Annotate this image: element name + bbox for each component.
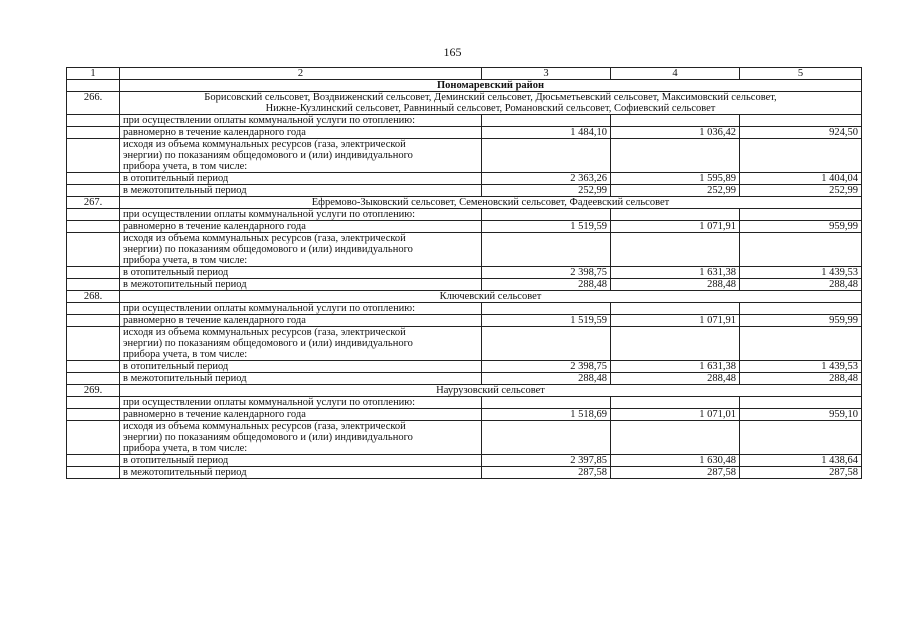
header-cell: 5 (740, 68, 862, 80)
value-cell: 287,58 (740, 467, 862, 479)
value-cell: 288,48 (611, 279, 740, 291)
row-label-line: энергии) по показаниям общедомового и (или) индивидуального (123, 150, 413, 161)
table-row (67, 221, 862, 233)
table-row (67, 209, 862, 221)
row-label: в межотопительный период (120, 373, 482, 385)
table-row (67, 173, 862, 185)
row-label: в межотопительный период (120, 185, 482, 197)
table-row (67, 279, 862, 291)
row-label-line: энергии) по показаниям общедомового и (или) индивидуального (123, 432, 413, 443)
row-label-line: энергии) по показаниям общедомового и (или) индивидуального (123, 244, 413, 255)
table-row (67, 127, 862, 139)
row-label (120, 421, 482, 455)
table-row (67, 421, 862, 455)
value-cell: 252,99 (611, 185, 740, 197)
value-cell: 2 398,75 (482, 267, 611, 279)
table-row (67, 139, 862, 173)
row-label-line: энергии) по показаниям общедомового и (или) индивидуального (123, 338, 413, 349)
row-label: в межотопительный период (120, 279, 482, 291)
value-cell: 1 438,64 (740, 455, 862, 467)
district-title: Пономаревский район (120, 80, 862, 92)
row-index: 266. (67, 92, 120, 115)
value-cell: 1 518,69 (482, 409, 611, 421)
row-label: равномерно в течение календарного года (120, 127, 482, 139)
value-cell: 959,99 (740, 221, 862, 233)
value-cell: 1 519,59 (482, 315, 611, 327)
value-cell: 2 363,26 (482, 173, 611, 185)
value-cell: 252,99 (482, 185, 611, 197)
row-label-line: прибора учета, в том числе: (123, 349, 248, 360)
table-row (67, 267, 862, 279)
row-label: равномерно в течение календарного года (120, 315, 482, 327)
value-cell: 2 397,85 (482, 455, 611, 467)
row-label: в отопительный период (120, 455, 482, 467)
table-row (67, 92, 862, 115)
header-cell: 1 (67, 68, 120, 80)
row-label: при осуществлении оплаты коммунальной услуги по отоплению: (120, 397, 482, 409)
value-cell: 1 439,53 (740, 361, 862, 373)
tariff-table (66, 67, 862, 479)
value-cell: 288,48 (482, 373, 611, 385)
value-cell: 287,58 (482, 467, 611, 479)
table-row (67, 303, 862, 315)
row-label-line: исходя из объема коммунальных ресурсов (газа, электрической (123, 139, 406, 150)
value-cell: 1 631,38 (611, 361, 740, 373)
row-label: в отопительный период (120, 173, 482, 185)
value-cell: 1 071,01 (611, 409, 740, 421)
settlement-title: Наурузовский сельсовет (120, 385, 862, 397)
row-label-line: прибора учета, в том числе: (123, 161, 248, 172)
value-cell: 288,48 (740, 373, 862, 385)
value-cell: 288,48 (740, 279, 862, 291)
value-cell: 252,99 (740, 185, 862, 197)
district-row (67, 80, 862, 92)
row-label: равномерно в течение календарного года (120, 221, 482, 233)
table-row (67, 327, 862, 361)
row-index: 268. (67, 291, 120, 303)
value-cell: 288,48 (611, 373, 740, 385)
table-row (67, 291, 862, 303)
table-row (67, 185, 862, 197)
table-row (67, 315, 862, 327)
settlement-title (120, 92, 862, 115)
value-cell: 1 519,59 (482, 221, 611, 233)
row-label-line: исходя из объема коммунальных ресурсов (газа, электрической (123, 421, 406, 432)
row-label: при осуществлении оплаты коммунальной услуги по отоплению: (120, 303, 482, 315)
settlement-title-line: Нижне-Кузлинский сельсовет, Равнинный сельсовет, Романовский сельсовет, Софиевский сельсовет (265, 103, 716, 114)
row-label: в отопительный период (120, 361, 482, 373)
settlement-title-line: Борисовский сельсовет, Воздвиженский сельсовет, Деминский сельсовет, Дюсьметьевский сельсовет, Максимовский сельсовет, (204, 92, 777, 103)
row-label (120, 233, 482, 267)
value-cell: 1 439,53 (740, 267, 862, 279)
header-cell: 2 (120, 68, 482, 80)
table-row (67, 409, 862, 421)
row-label-line: исходя из объема коммунальных ресурсов (газа, электрической (123, 233, 406, 244)
table-row (67, 385, 862, 397)
settlement-title: Ефремово-Зыковский сельсовет, Семеновский сельсовет, Фадеевский сельсовет (120, 197, 862, 209)
value-cell: 924,50 (740, 127, 862, 139)
value-cell: 959,99 (740, 315, 862, 327)
table-row (67, 361, 862, 373)
row-label: при осуществлении оплаты коммунальной услуги по отоплению: (120, 115, 482, 127)
value-cell: 288,48 (482, 279, 611, 291)
row-label-line: прибора учета, в том числе: (123, 255, 248, 266)
value-cell: 1 630,48 (611, 455, 740, 467)
value-cell: 1 404,04 (740, 173, 862, 185)
row-label (120, 139, 482, 173)
row-label-line: исходя из объема коммунальных ресурсов (газа, электрической (123, 327, 406, 338)
value-cell: 2 398,75 (482, 361, 611, 373)
value-cell: 959,10 (740, 409, 862, 421)
value-cell: 1 631,38 (611, 267, 740, 279)
value-cell: 1 484,10 (482, 127, 611, 139)
table-row (67, 467, 862, 479)
value-cell: 1 595,89 (611, 173, 740, 185)
row-label: равномерно в течение календарного года (120, 409, 482, 421)
settlement-title: Ключевский сельсовет (120, 291, 862, 303)
table-row (67, 233, 862, 267)
row-label: в межотопительный период (120, 467, 482, 479)
row-index: 267. (67, 197, 120, 209)
table-row (67, 397, 862, 409)
header-cell: 3 (482, 68, 611, 80)
table-row (67, 455, 862, 467)
table-row (67, 115, 862, 127)
table-header-row (67, 68, 862, 80)
value-cell: 1 036,42 (611, 127, 740, 139)
row-label-line: прибора учета, в том числе: (123, 443, 248, 454)
value-cell: 287,58 (611, 467, 740, 479)
value-cell: 1 071,91 (611, 315, 740, 327)
header-cell: 4 (611, 68, 740, 80)
row-label: в отопительный период (120, 267, 482, 279)
table-row (67, 373, 862, 385)
row-label (120, 327, 482, 361)
row-index: 269. (67, 385, 120, 397)
row-label: при осуществлении оплаты коммунальной услуги по отоплению: (120, 209, 482, 221)
table-row (67, 197, 862, 209)
page-number: 165 (443, 45, 462, 59)
value-cell: 1 071,91 (611, 221, 740, 233)
